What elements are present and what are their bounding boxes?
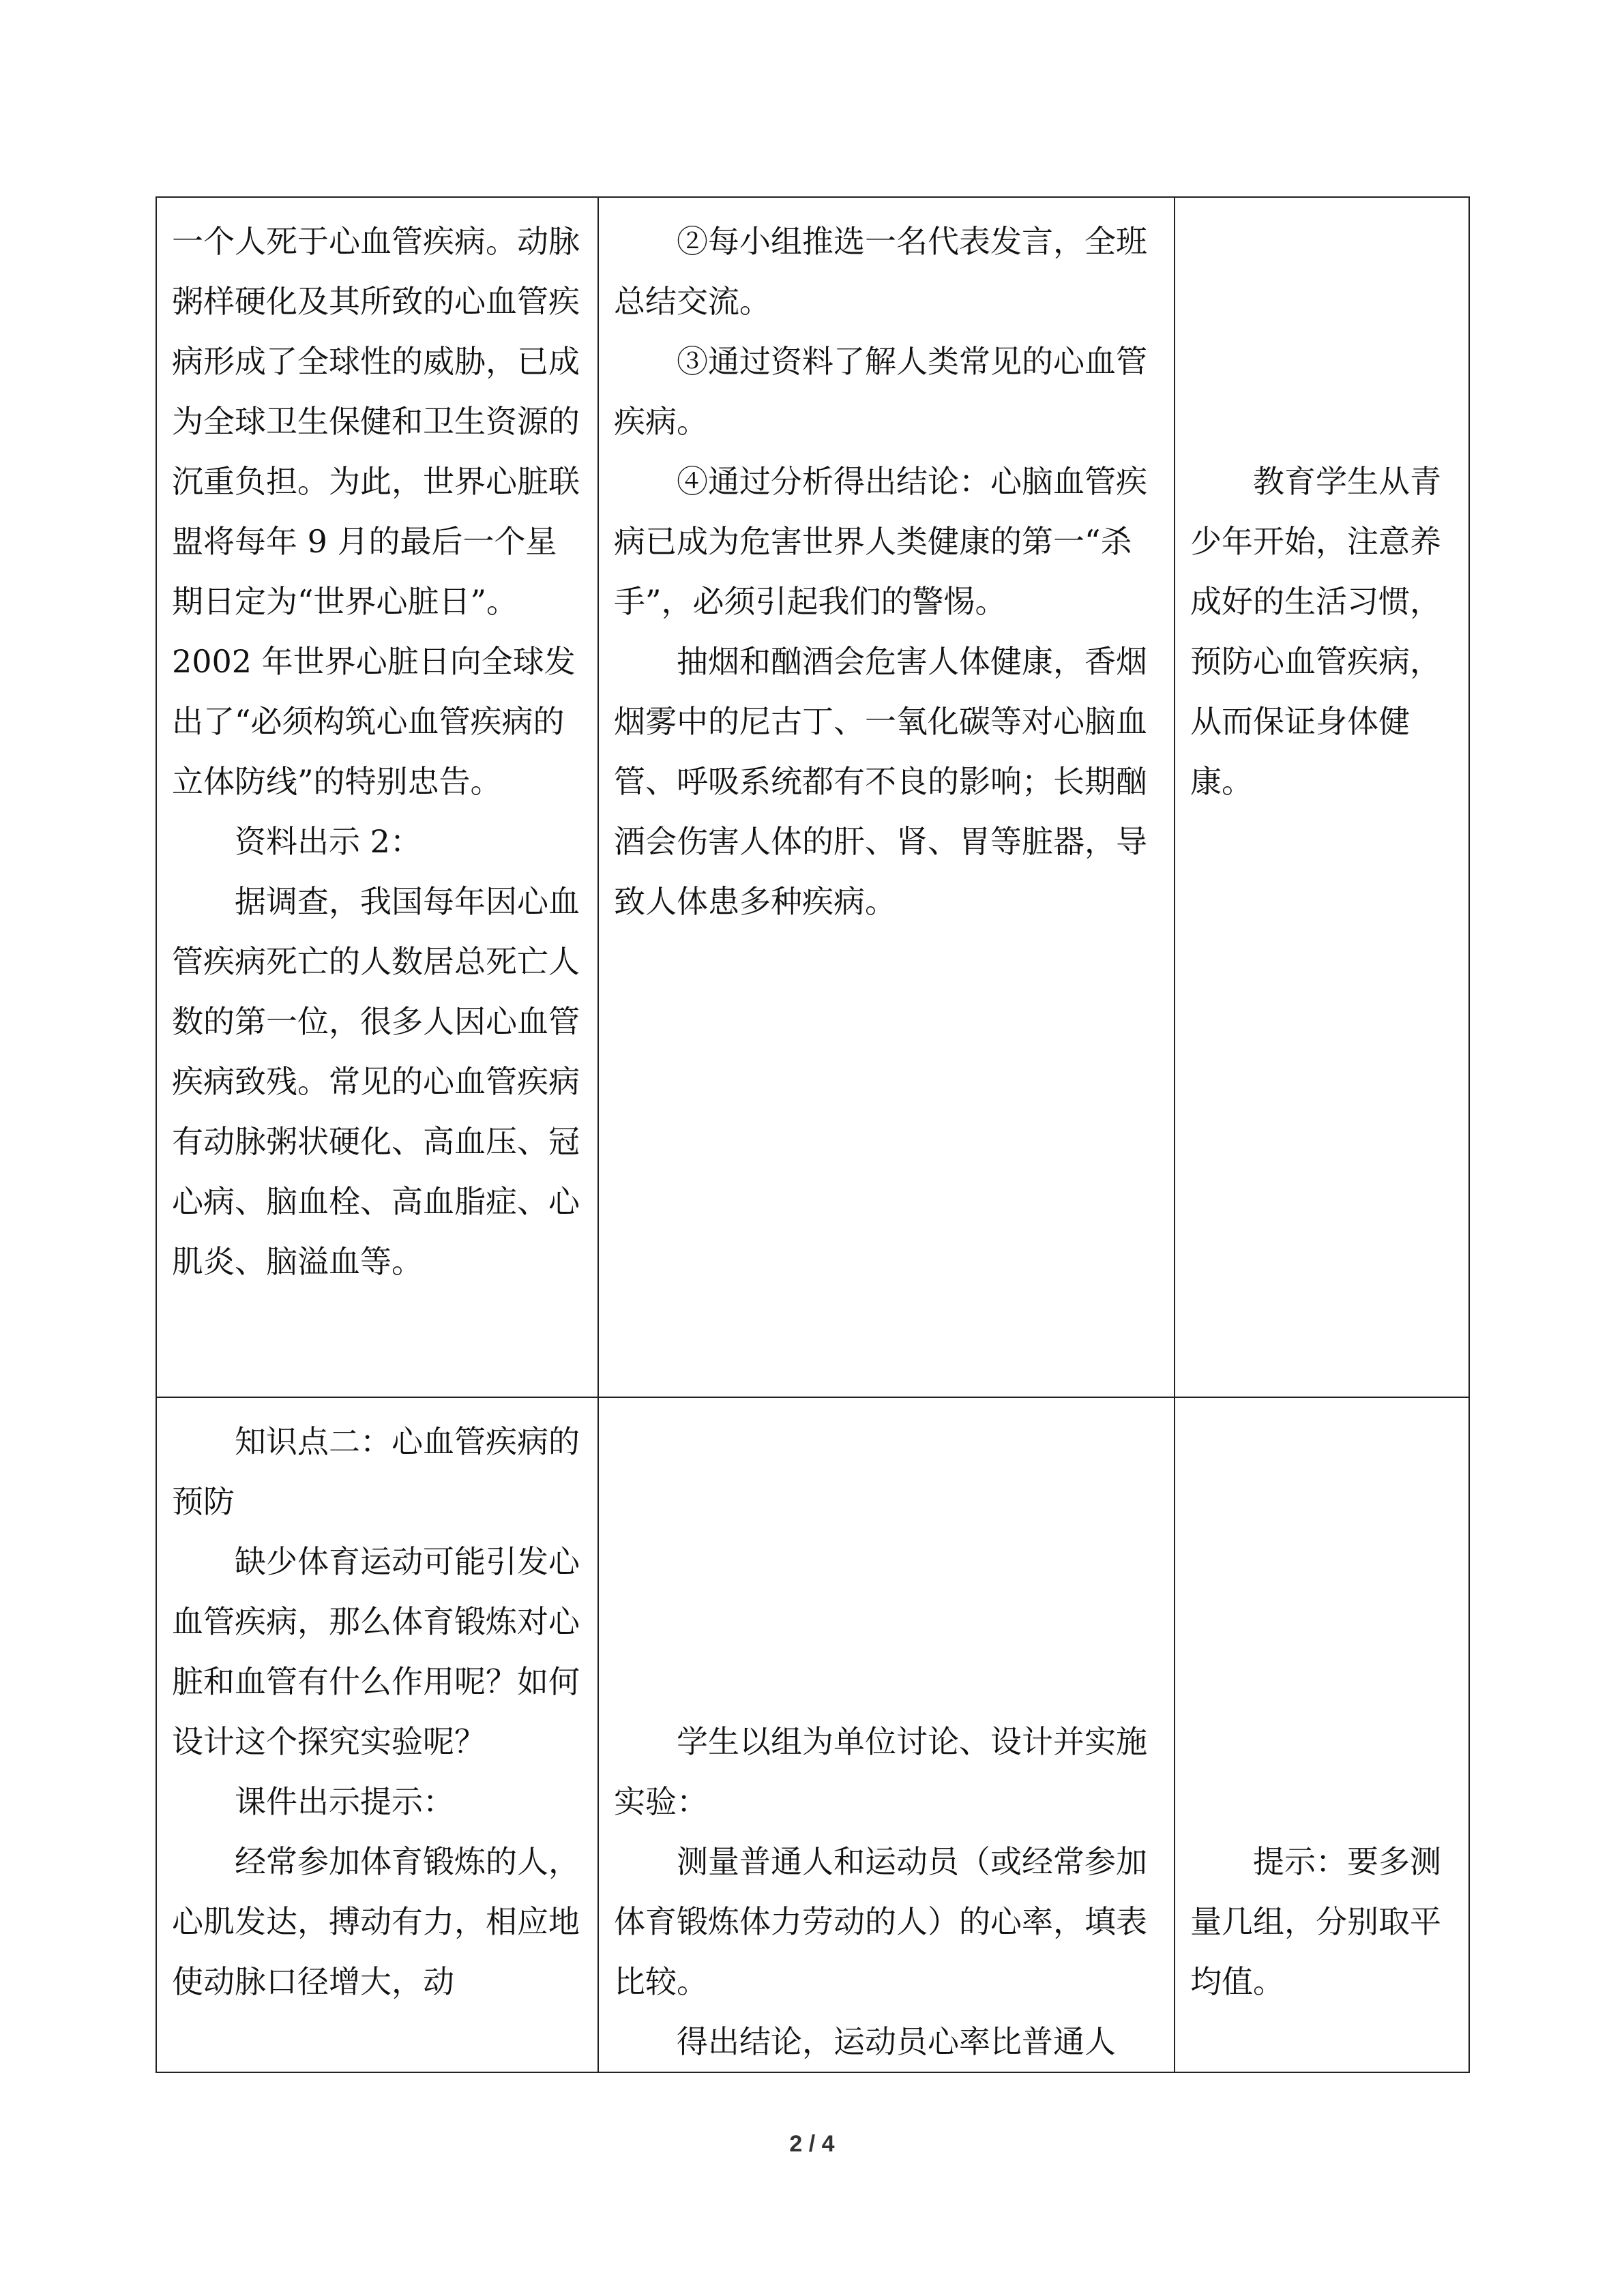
cell-paragraph: 据调查，我国每年因心血管疾病死亡的人数居总死亡人数的第一位，很多人因心血管疾病致残。常见的心血管疾病有动脉粥状硬化、高血压、冠心病、脑血栓、高血脂症、心肌炎、脑溢血等。 — [172, 883, 580, 1280]
table-cell-content — [156, 197, 598, 1397]
cell-paragraph: 测量普通人和运动员（或经常参加体育锻炼体力劳动的人）的心率，填表比较。 — [614, 1843, 1147, 2000]
cell-paragraph: 得出结论，运动员心率比普通人 — [677, 2023, 1116, 2060]
cell-paragraph: 教育学生从青少年开始，注意养成好的生活习惯，预防心血管疾病，从而保证身体健康。 — [1190, 463, 1441, 800]
table-cell-intent — [1175, 197, 1469, 1397]
table-cell-intent — [1175, 1397, 1469, 2072]
table-cell-activity — [598, 1397, 1175, 2072]
cell-paragraph: ④通过分析得出结论：心脑血管疾病已成为危害世界人类健康的第一“杀手”，必须引起我们的警惕。 — [614, 463, 1147, 620]
lesson-plan-table — [156, 196, 1470, 2073]
cell-paragraph: 课件出示提示： — [235, 1783, 454, 1820]
cell-paragraph: ②每小组推选一名代表发言，全班总结交流。 — [614, 223, 1147, 320]
page-number: 2 / 4 — [789, 2131, 835, 2157]
table-cell-activity — [598, 197, 1175, 1397]
cell-paragraph: 资料出示 2： — [235, 823, 422, 860]
cell-paragraph: 提示：要多测量几组，分别取平均值。 — [1190, 1843, 1441, 2000]
cell-paragraph: ③通过资料了解人类常见的心血管疾病。 — [614, 343, 1147, 440]
table-row — [156, 1397, 1469, 2072]
cell-paragraph: 知识点二：心血管疾病的预防 — [172, 1423, 580, 1520]
cell-paragraph: 一个人死于心血管疾病。动脉粥样硬化及其所致的心血管疾病形成了全球性的威胁，已成为全球卫生保健和卫生资源的沉重负担。为此，世界心脏联盟将每年 9 月的最后一个星期日定为“世界心脏日”。2002 年世界心脏日向全球发出了“必须构筑心血管疾病的立体防线”的特别忠告。 — [172, 223, 580, 800]
cell-paragraph: 缺少体育运动可能引发心血管疾病，那么体育锻炼对心脏和血管有什么作用呢？如何设计这个探究实验呢？ — [172, 1543, 580, 1760]
table-cell-content — [156, 1397, 598, 2072]
cell-paragraph: 抽烟和酗酒会危害人体健康，香烟烟雾中的尼古丁、一氧化碳等对心脑血管、呼吸系统都有不良的影响；长期酗酒会伤害人体的肝、肾、胃等脏器，导致人体患多种疾病。 — [614, 643, 1147, 920]
cell-paragraph: 学生以组为单位讨论、设计并实施实验： — [614, 1723, 1147, 1820]
table-row — [156, 197, 1469, 1397]
cell-paragraph: 经常参加体育锻炼的人，心肌发达，搏动有力，相应地使动脉口径增大，动 — [172, 1843, 580, 2000]
